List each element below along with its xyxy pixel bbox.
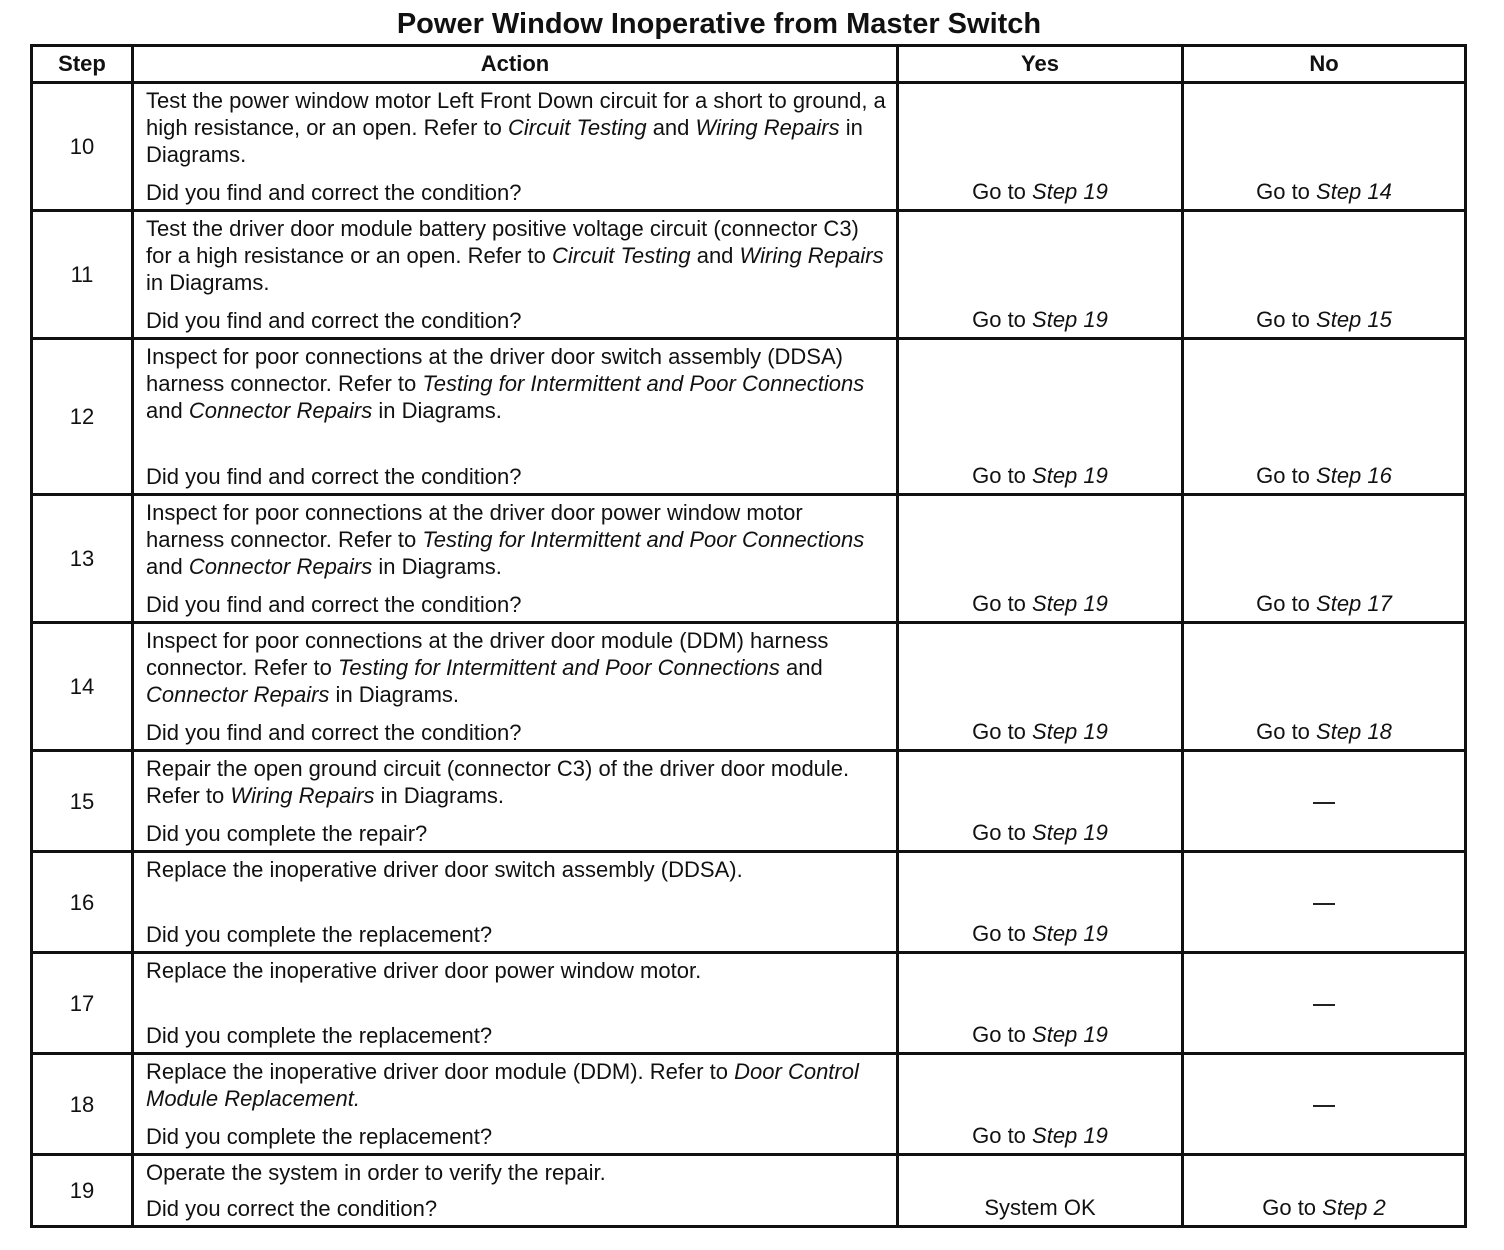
text-run: Repair the open ground circuit (connector C3) of the driver door module. Refer to — [146, 756, 850, 808]
reference-link-text: Testing for Intermittent and Poor Connections — [422, 527, 865, 552]
action-cell-inner — [134, 84, 896, 209]
action-text — [146, 957, 886, 984]
text-run: Go to — [972, 463, 1033, 488]
text-run: in Diagrams. — [372, 554, 502, 579]
text-run: Operate the system in order to verify the repair. — [146, 1160, 606, 1185]
no-result — [1183, 211, 1466, 339]
action-cell — [133, 623, 898, 751]
reference-link-text: Step 15 — [1316, 307, 1392, 332]
table-row — [32, 211, 1466, 339]
reference-link-text: Connector Repairs — [188, 398, 373, 423]
text-run: Test the power window motor Left Front Down circuit for a short to ground, a high resistance, or an open. Refer to — [146, 88, 886, 140]
reference-link-text: Step 19 — [1032, 820, 1108, 845]
reference-link-text: Step 14 — [1316, 179, 1392, 204]
yes-result — [898, 751, 1183, 852]
yes-result — [898, 953, 1183, 1054]
action-text — [146, 343, 886, 424]
text-run: and — [690, 243, 740, 268]
no-result — [1183, 623, 1466, 751]
text-run: Replace the inoperative driver door module (DDM). Refer to — [146, 1059, 735, 1084]
reference-link-text: Step 19 — [1032, 719, 1108, 744]
action-text — [146, 1159, 886, 1186]
yes-result — [898, 339, 1183, 495]
no-result-empty — [1183, 953, 1466, 1054]
text-run: Go to — [1256, 591, 1317, 616]
action-column-header: Action — [133, 46, 898, 83]
table-header-row — [32, 46, 1466, 83]
text-run: and — [146, 398, 189, 423]
action-cell-inner — [134, 624, 896, 749]
diagnostic-table — [30, 44, 1467, 1228]
yes-result — [898, 495, 1183, 623]
text-run: and — [779, 655, 823, 680]
action-cell — [133, 751, 898, 852]
reference-link-text: Testing for Intermittent and Poor Connections — [422, 371, 865, 396]
text-run: Go to — [972, 1123, 1033, 1148]
text-run: Go to — [1256, 307, 1317, 332]
action-cell — [133, 339, 898, 495]
action-question: Did you find and correct the condition? — [146, 308, 522, 333]
action-question: Did you find and correct the condition? — [146, 592, 522, 617]
text-run: and — [146, 554, 189, 579]
reference-link-text: Circuit Testing — [508, 115, 647, 140]
reference-link-text: Step 18 — [1316, 719, 1392, 744]
action-question: Did you complete the replacement? — [146, 922, 493, 947]
no-result-empty — [1183, 1054, 1466, 1155]
step-number: 17 — [32, 953, 133, 1054]
table-row — [32, 1155, 1466, 1227]
text-run: Go to — [1256, 719, 1317, 744]
table-row — [32, 623, 1466, 751]
reference-link-text: Step 19 — [1032, 463, 1108, 488]
action-question: Did you find and correct the condition? — [146, 180, 522, 205]
text-run: System OK — [984, 1195, 1096, 1220]
reference-link-text: Connector Repairs — [146, 682, 330, 707]
step-number: 19 — [32, 1155, 133, 1227]
table-row — [32, 1054, 1466, 1155]
dash-mark — [1313, 802, 1335, 804]
step-number: 15 — [32, 751, 133, 852]
action-cell-inner — [134, 1156, 896, 1225]
action-cell — [133, 852, 898, 953]
table-row — [32, 339, 1466, 495]
table-row — [32, 495, 1466, 623]
text-run: in Diagrams. — [329, 682, 460, 707]
text-run: Go to — [1262, 1195, 1323, 1220]
no-column-header: No — [1183, 46, 1466, 83]
yes-result — [898, 1054, 1183, 1155]
action-text — [146, 755, 886, 809]
action-question: Did you find and correct the condition? — [146, 464, 522, 489]
table-row — [32, 83, 1466, 211]
text-run: Go to — [972, 719, 1033, 744]
reference-link-text: Step 17 — [1316, 591, 1392, 616]
reference-link-text: Step 2 — [1322, 1195, 1386, 1220]
reference-link-text: Wiring Repairs — [695, 115, 840, 140]
action-cell-inner — [134, 752, 896, 850]
action-cell-inner — [134, 954, 896, 1052]
action-cell — [133, 211, 898, 339]
reference-link-text: Step 19 — [1032, 179, 1108, 204]
text-run: Inspect for poor connections at the driver door switch assembly (DDSA) harness connector. Refer to — [146, 344, 843, 396]
text-run: Go to — [972, 307, 1033, 332]
page-title: Power Window Inoperative from Master Switch — [396, 8, 1042, 40]
action-question: Did you complete the repair? — [146, 821, 428, 846]
text-run: Test the driver door module battery positive voltage circuit (connector C3) for a high resistance or an open. Refer to — [146, 216, 859, 268]
reference-link-text: Door Control Module Replacement. — [146, 1059, 859, 1111]
step-number: 10 — [32, 83, 133, 211]
reference-link-text: Testing for Intermittent and Poor Connections — [338, 655, 780, 680]
text-run: Go to — [972, 921, 1033, 946]
yes-result — [898, 83, 1183, 211]
text-run: Inspect for poor connections at the driver door power window motor harness connector. Refer to — [146, 500, 803, 552]
step-number: 18 — [32, 1054, 133, 1155]
yes-result — [898, 1155, 1183, 1227]
action-text — [146, 215, 886, 296]
text-run: in Diagrams. — [372, 398, 502, 423]
no-result — [1183, 339, 1466, 495]
text-run: in Diagrams. — [146, 270, 270, 295]
text-run: Go to — [1256, 179, 1317, 204]
action-cell — [133, 83, 898, 211]
action-cell-inner — [134, 212, 896, 337]
text-run: Replace the inoperative driver door switch assembly (DDSA). — [146, 857, 743, 882]
action-text — [146, 627, 886, 708]
text-run: in Diagrams. — [374, 783, 505, 808]
yes-result — [898, 623, 1183, 751]
reference-link-text: Wiring Repairs — [230, 783, 375, 808]
action-cell — [133, 1155, 898, 1227]
action-question: Did you complete the replacement? — [146, 1023, 493, 1048]
text-run: Replace the inoperative driver door power window motor. — [146, 958, 702, 983]
action-cell — [133, 953, 898, 1054]
no-result — [1183, 1155, 1466, 1227]
text-run: Go to — [1256, 463, 1317, 488]
reference-link-text: Step 19 — [1032, 307, 1108, 332]
text-run: Go to — [972, 1022, 1033, 1047]
step-number: 14 — [32, 623, 133, 751]
no-result-empty — [1183, 852, 1466, 953]
no-result — [1183, 495, 1466, 623]
reference-link-text: Wiring Repairs — [739, 243, 884, 268]
no-result-empty — [1183, 751, 1466, 852]
text-run: and — [646, 115, 696, 140]
action-text — [146, 856, 886, 883]
action-text — [146, 1058, 886, 1112]
text-run: Go to — [972, 179, 1033, 204]
action-cell-inner — [134, 340, 896, 493]
text-run: in Diagrams. — [146, 115, 863, 167]
yes-result — [898, 852, 1183, 953]
reference-link-text: Circuit Testing — [552, 243, 691, 268]
step-column-header: Step — [32, 46, 133, 83]
action-cell-inner — [134, 496, 896, 621]
reference-link-text: Step 19 — [1032, 921, 1108, 946]
step-number: 12 — [32, 339, 133, 495]
dash-mark — [1313, 1004, 1335, 1006]
step-number: 13 — [32, 495, 133, 623]
text-run: Go to — [972, 591, 1033, 616]
action-cell-inner — [134, 853, 896, 951]
action-cell — [133, 495, 898, 623]
dash-mark — [1313, 903, 1335, 905]
action-text — [146, 87, 886, 168]
step-number: 11 — [32, 211, 133, 339]
reference-link-text: Connector Repairs — [188, 554, 373, 579]
table-row — [32, 953, 1466, 1054]
action-question: Did you find and correct the condition? — [146, 720, 522, 745]
table-row — [32, 751, 1466, 852]
action-question: Did you correct the condition? — [146, 1196, 438, 1221]
action-cell-inner — [134, 1055, 896, 1153]
yes-column-header: Yes — [898, 46, 1183, 83]
reference-link-text: Step 16 — [1316, 463, 1392, 488]
yes-result — [898, 211, 1183, 339]
table-row — [32, 852, 1466, 953]
step-number: 16 — [32, 852, 133, 953]
no-result — [1183, 83, 1466, 211]
text-run: Go to — [972, 820, 1033, 845]
reference-link-text: Step 19 — [1032, 591, 1108, 616]
table-body — [32, 83, 1466, 1227]
action-text — [146, 499, 886, 580]
text-run: Inspect for poor connections at the driver door module (DDM) harness connector. Refer to — [146, 628, 829, 680]
reference-link-text: Step 19 — [1032, 1022, 1108, 1047]
action-cell — [133, 1054, 898, 1155]
dash-mark — [1313, 1105, 1335, 1107]
action-question: Did you complete the replacement? — [146, 1124, 493, 1149]
reference-link-text: Step 19 — [1032, 1123, 1108, 1148]
